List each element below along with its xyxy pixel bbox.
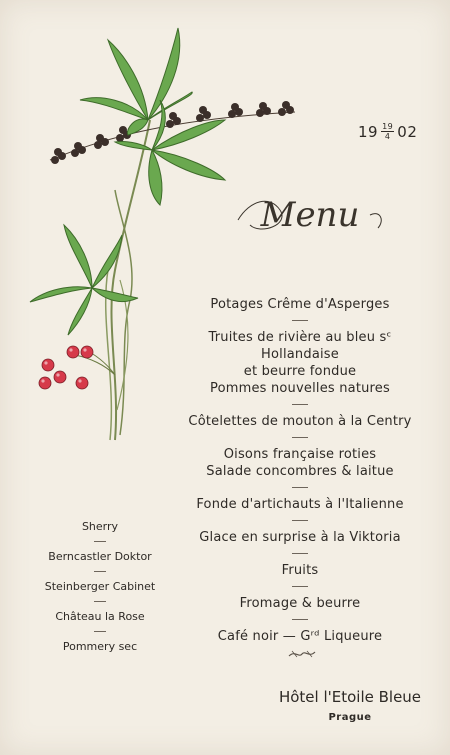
course-line: Salade concombres & laitue — [206, 464, 394, 479]
hotel-name: Hôtel l'Etoile Bleue — [278, 688, 422, 706]
course-divider — [292, 437, 308, 438]
course-item — [170, 413, 430, 430]
course-line: Café noir — Gʳᵈ Liqueure — [217, 629, 383, 644]
course-line: Fruits — [281, 563, 319, 578]
city-name: Prague — [328, 712, 372, 723]
menu-date — [358, 122, 417, 141]
course-line: Glace en surprise à la Viktoria — [199, 530, 401, 545]
wine-divider — [94, 571, 106, 572]
course-line: Potages Crême d'Asperges — [210, 297, 390, 312]
course-item — [170, 496, 430, 513]
wine-list — [40, 519, 160, 654]
course-item — [170, 296, 430, 313]
course-divider — [292, 404, 308, 405]
course-divider — [292, 487, 308, 488]
date-day: 19 — [358, 122, 379, 141]
course-divider — [292, 320, 308, 321]
wine-item: Steinberger Cabinet — [44, 580, 156, 593]
course-item — [170, 562, 430, 579]
date-fraction-top: 19 — [382, 122, 394, 131]
wine-item: Berncastler Doktor — [48, 550, 152, 563]
date-year: 02 — [397, 122, 418, 141]
course-list — [170, 296, 430, 645]
wine-item: Pommery sec — [62, 640, 138, 653]
wine-item: Château la Rose — [55, 610, 145, 623]
course-line: et beurre fondue — [243, 364, 357, 379]
wine-divider — [94, 601, 106, 602]
course-divider — [292, 586, 308, 587]
course-item — [170, 329, 430, 397]
course-line: Truites de rivière au bleu sᶜ Hollandaise — [208, 330, 392, 362]
course-line: Côtelettes de mouton à la Centry — [188, 414, 412, 429]
course-divider — [292, 553, 308, 554]
wine-divider — [94, 541, 106, 542]
course-line: Fonde d'artichauts à l'Italienne — [196, 497, 404, 512]
ornament-divider-icon — [287, 648, 317, 660]
date-fraction-bottom: 4 — [384, 132, 391, 141]
course-line: Oisons française roties — [223, 447, 377, 462]
menu-title — [230, 180, 390, 250]
course-divider — [292, 619, 308, 620]
course-item — [170, 529, 430, 546]
menu-title-text: Menu — [260, 195, 360, 235]
course-item — [170, 628, 430, 645]
wine-divider — [94, 631, 106, 632]
course-item — [170, 595, 430, 612]
course-divider — [292, 520, 308, 521]
date-fraction — [381, 122, 394, 141]
course-line: Fromage & beurre — [239, 596, 361, 611]
course-item — [170, 446, 430, 480]
course-line: Pommes nouvelles natures — [210, 381, 390, 396]
wine-item: Sherry — [81, 520, 119, 533]
